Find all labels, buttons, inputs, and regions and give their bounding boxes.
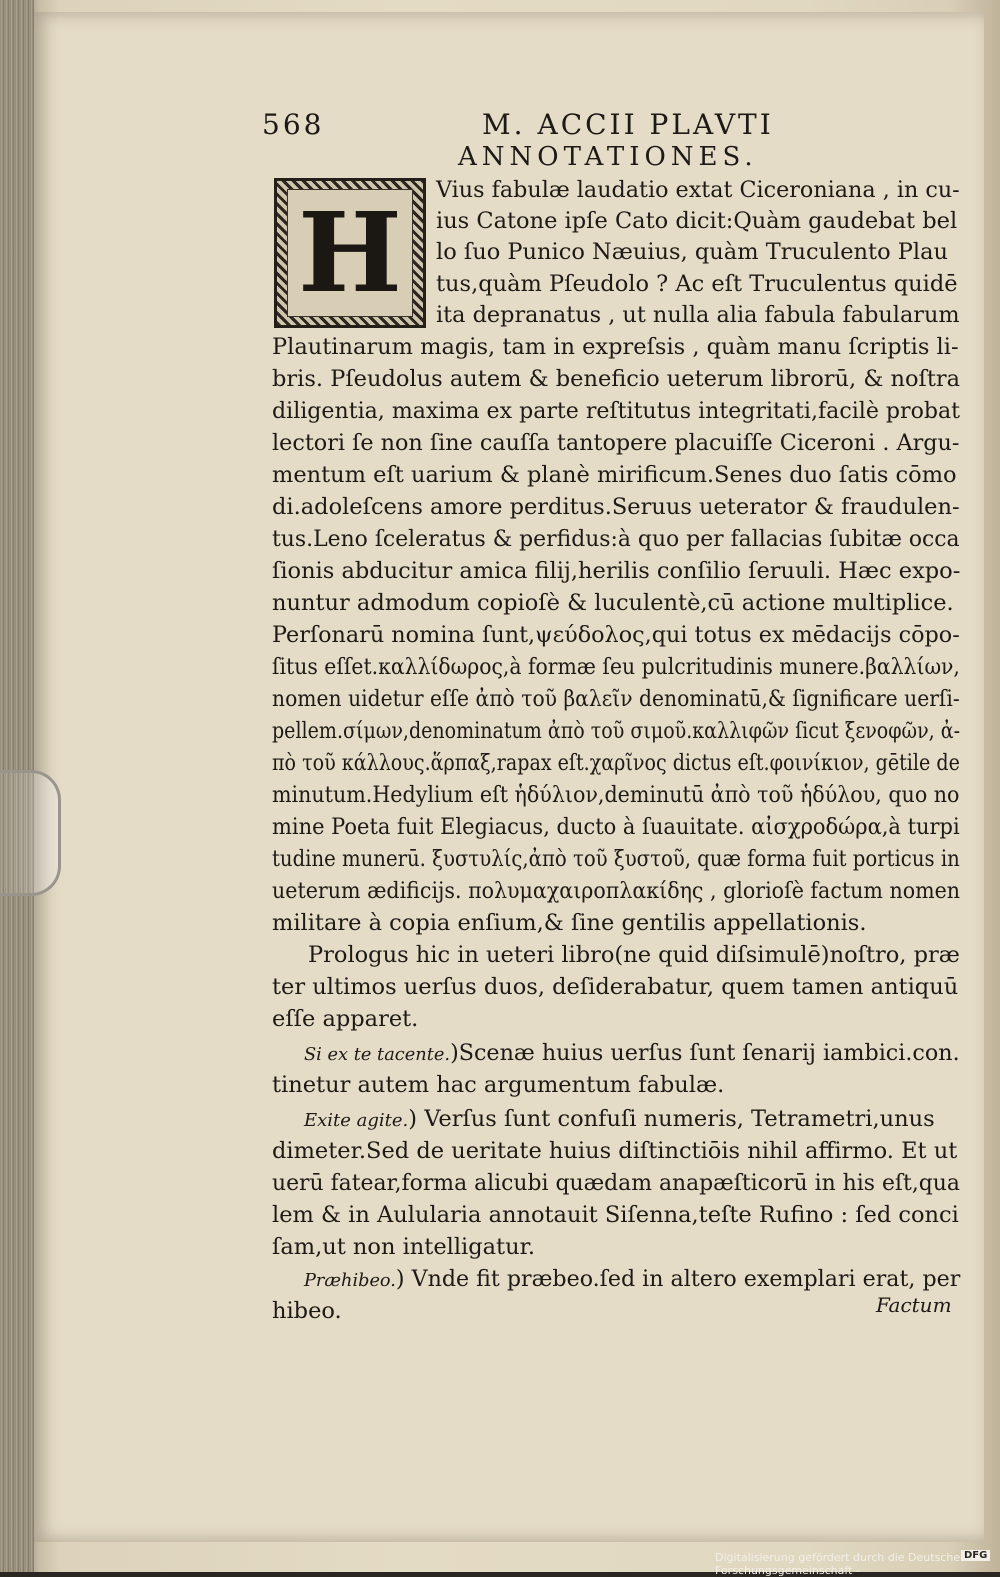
initial-frame xyxy=(287,189,413,317)
annotation-text: ) Verſus ſunt confuſi numeris, Tetrametri,unus xyxy=(408,1106,935,1132)
text-line: Prologus hic in ueteri libro(ne quid diſsimulē)noſtro, præ xyxy=(308,942,960,968)
annotation-line xyxy=(304,1105,935,1135)
catchword: Factum xyxy=(876,1293,952,1317)
text-line: minutum.Hedylium eſt ἡδύλιον,deminutū ἀπὸ τοῦ ἡδύλου, quo no xyxy=(272,782,960,808)
lemma: Præhibeo. xyxy=(304,1270,396,1291)
text-line: tinetur autem hac argumentum fabulæ. xyxy=(272,1072,725,1098)
text-line: militare à copia enſium,& ſine gentilis appellationis. xyxy=(272,910,867,936)
decorated-initial xyxy=(274,178,426,328)
annotation-text: )Scenæ huius uerſus ſunt ſenarij iambici.con. xyxy=(450,1040,960,1066)
text-line: lem & in Aulularia annotauit Siſenna,teſte Rufino : ſed conci xyxy=(272,1202,959,1228)
text-line: bris. Pſeudolus autem & beneficio ueterum librorū, & noſtra xyxy=(272,366,961,392)
text-line: tus,quàm Pſeudolo ? Ac eſt Truculentus quidē xyxy=(436,271,958,297)
text-line: lectori ſe non ſine cauſſa tantopere placuiſſe Ciceroni . Argu- xyxy=(272,430,960,456)
text-line: ius Catone ipſe Cato dicit:Quàm gaudebat bel xyxy=(436,208,958,234)
lemma: Exite agite. xyxy=(304,1110,409,1131)
text-line: diligentia, maxima ex parte reſtitutus integritati,facilè probat xyxy=(272,398,961,424)
text-line: hibeo. xyxy=(272,1298,342,1324)
text-line: πὸ τοῦ κάλλους.ἅρπαξ,rapax eſt.χαρῖνος dictus eſt.φοινίκιον, gētile de xyxy=(272,750,960,776)
text-line: Plautinarum magis, tam in expreſsis , quàm manu ſcriptis li- xyxy=(272,334,959,360)
text-line: ſionis abducitur amica filij,herilis conſilio ſeruuli. Hæc expo- xyxy=(272,558,961,584)
text-line: Vius fabulæ laudatio extat Ciceroniana , in cu- xyxy=(436,177,960,203)
text-line: tudine munerū. ξυστυλίς,ἀπὸ τοῦ ξυστοῦ, quæ forma fuit porticus in xyxy=(272,846,960,872)
page-clip xyxy=(0,770,61,896)
annotation-text: ) Vnde fit præbeo.ſed in altero exemplari erat, per xyxy=(395,1266,961,1292)
section-title: ANNOTATIONES. xyxy=(458,142,758,172)
initial-letter: H xyxy=(298,188,402,317)
text-line: mine Poeta fuit Elegiacus, ducto à ſuauitate. αἰσχροδώρα,à turpi xyxy=(272,814,960,840)
annotation-line xyxy=(304,1039,960,1069)
text-line: uerū fatear,forma alicubi quædam anapæſticorū in his eſt,qua xyxy=(272,1170,960,1196)
text-line: di.adoleſcens amore perditus.Seruus ueterator & fraudulen- xyxy=(272,494,960,520)
text-line: Perſonarū nomina ſunt,ψεύδολος,qui totus ex mēdacijs cōpo- xyxy=(272,622,960,648)
lemma: Si ex te tacente. xyxy=(304,1044,451,1065)
dfg-logo: DFG xyxy=(961,1550,990,1561)
text-line: pellem.σίμων,denominatum ἀπὸ τοῦ σιμοῦ.καλλιφῶν ſicut ξενοφῶν, ἀ- xyxy=(272,718,961,744)
text-line: ter ultimos uerſus duos, deſiderabatur, quem tamen antiquū xyxy=(272,974,959,1000)
text-line: mentum eſt uarium & planè mirificum.Senes duo ſatis cōmo xyxy=(272,462,957,488)
annotation-line xyxy=(304,1265,960,1295)
digitization-credit: Digitalisierung gefördert durch die Deutsche Forschungsgemeinschaft - xyxy=(715,1551,961,1577)
text-line: tus.Leno ſceleratus & perfidus:à quo per fallacias ſubitæ occa xyxy=(272,526,960,552)
running-title: M. ACCII PLAVTI xyxy=(482,108,774,141)
text-line: ſam,ut non intelligatur. xyxy=(272,1234,536,1260)
text-line: eſſe apparet. xyxy=(272,1006,419,1032)
text-line: ita depranatus , ut nulla alia fabula fabularum xyxy=(436,302,960,328)
text-line: ſitus eſſet.καλλίδωρος,à formæ ſeu pulcritudinis munere.βαλλίων, xyxy=(272,654,960,680)
text-line: dimeter.Sed de ueritate huius diſtinctiōis nihil affirmo. Et ut xyxy=(272,1138,958,1164)
text-line: nuntur admodum copioſè & luculentè,cū actione multiplice. xyxy=(272,590,954,616)
text-line: nomen uidetur eſſe ἀπὸ τοῦ βαλεῖν denominatū,& ſignificare uerſi- xyxy=(272,686,960,712)
page-number: 568 xyxy=(262,108,325,141)
text-line: lo ſuo Punico Næuius, quàm Truculento Plau xyxy=(436,239,949,265)
text-line: ueterum ædificijs. πολυμαχαιροπλακίδης , glorioſè factum nomen xyxy=(272,878,961,904)
